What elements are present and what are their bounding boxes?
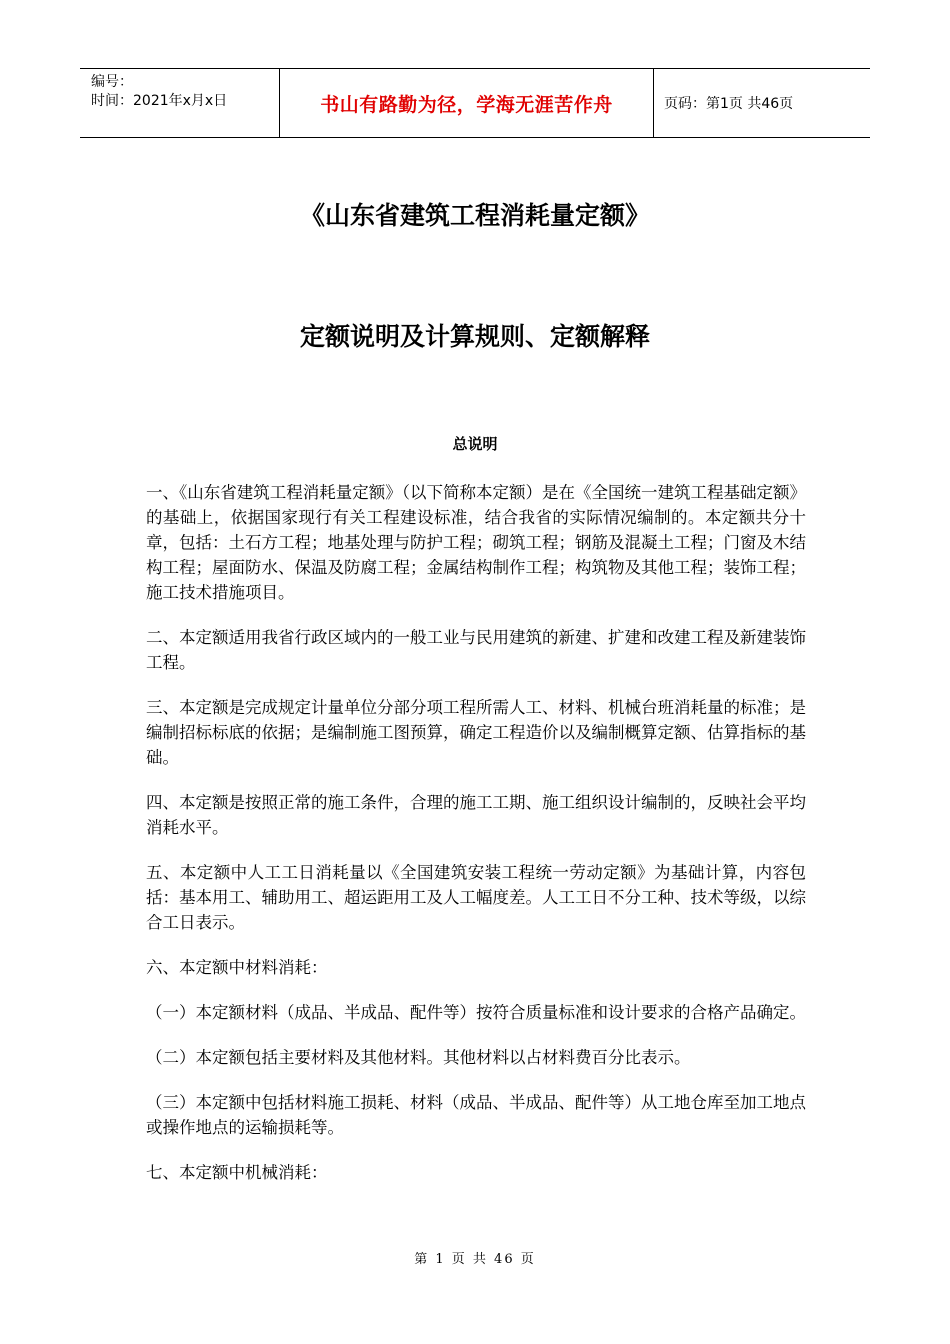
paragraph: 五、本定额中人工工日消耗量以《全国建筑安装工程统一劳动定额》为基础计算，内容包括：基本用工、辅助用工、超运距用工及人工幅度差。人工工日不分工种、技术等级，以综合工日表示。 xyxy=(146,863,806,932)
paragraph: 四、本定额是按照正常的施工条件，合理的施工工期、施工组织设计编制的，反映社会平均消耗水平。 xyxy=(146,793,806,837)
document-date: 时间：2021年x月x日 xyxy=(91,93,228,109)
header-motto: 书山有路勤为径，学海无涯苦作舟 xyxy=(280,69,654,137)
paragraph: （一）本定额材料（成品、半成品、配件等）按符合质量标准和设计要求的合格产品确定。 xyxy=(146,1003,806,1022)
header-page-info: 页码：第1页 共46页 xyxy=(664,96,794,112)
document-number-label: 编号： xyxy=(91,74,133,90)
document-title: 《山东省建筑工程消耗量定额》 xyxy=(299,201,650,230)
page-footer: 第 1 页 共 46 页 xyxy=(414,1252,536,1267)
paragraph: 三、本定额是完成规定计量单位分部分项工程所需人工、材料、机械台班消耗量的标准；是编制招标标底的依据；是编制施工图预算，确定工程造价以及编制概算定额、估算指标的基础。 xyxy=(146,698,806,767)
page-header xyxy=(80,68,870,138)
paragraph: （三）本定额中包括材料施工损耗、材料（成品、半成品、配件等）从工地仓库至加工地点或操作地点的运输损耗等。 xyxy=(146,1093,806,1137)
paragraph: 七、本定额中机械消耗： xyxy=(146,1163,328,1182)
paragraph: 六、本定额中材料消耗： xyxy=(146,958,328,977)
header-meta xyxy=(80,69,280,137)
document-subtitle: 定额说明及计算规则、定额解释 xyxy=(299,322,650,351)
paragraph: 一、《山东省建筑工程消耗量定额》（以下简称本定额）是在《全国统一建筑工程基础定额》的基础上，依据国家现行有关工程建设标准，结合我省的实际情况编制的。本定额共分十章，包括：土石方工程；地基处理与防护工程；砌筑工程；钢筋及混凝土工程；门窗及木结构工程；屋面防水、保温及防腐工程；金属结构制作工程；构筑物及其他工程；装饰工程；施工技术措施项目。 xyxy=(146,483,806,602)
paragraph: 二、本定额适用我省行政区域内的一般工业与民用建筑的新建、扩建和改建工程及新建装饰工程。 xyxy=(146,628,806,672)
paragraph: （二）本定额包括主要材料及其他材料。其他材料以占材料费百分比表示。 xyxy=(146,1048,691,1067)
section-heading: 总说明 xyxy=(452,435,498,453)
body-text xyxy=(146,480,806,1205)
